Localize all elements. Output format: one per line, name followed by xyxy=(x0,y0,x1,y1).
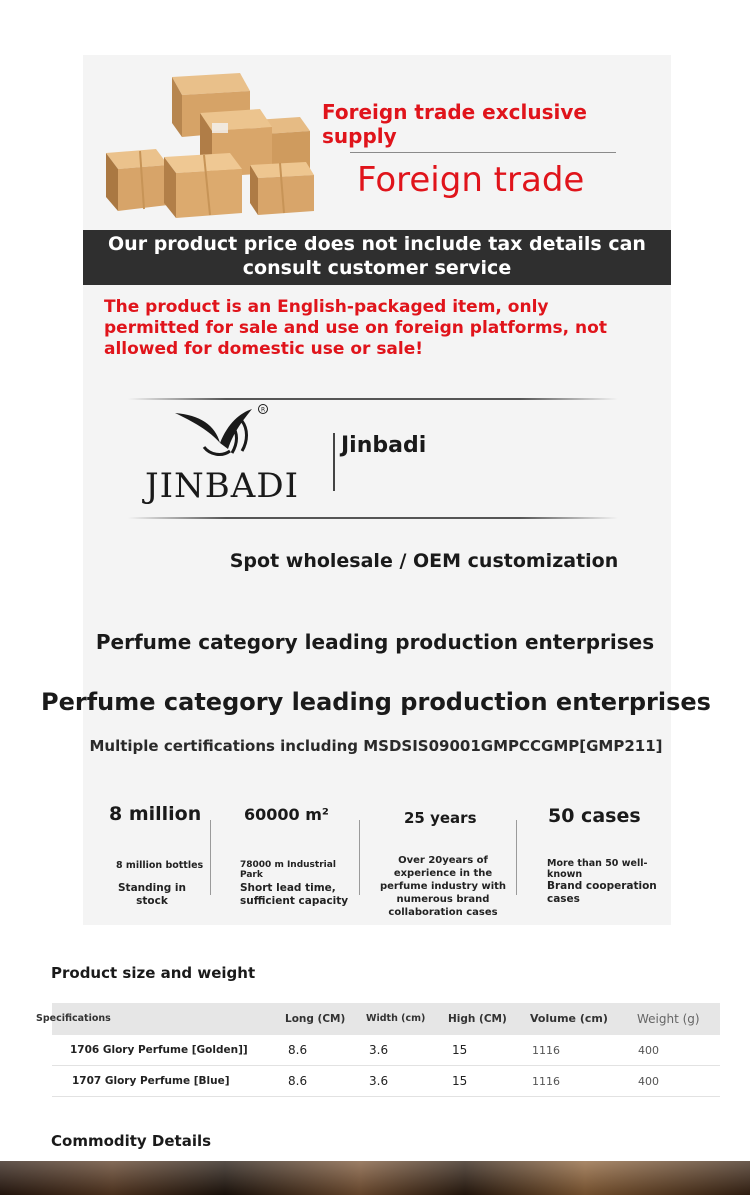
foreign-trade-heading: Foreign trade xyxy=(357,160,585,200)
spot-wholesale-text: Spot wholesale / OEM customization xyxy=(229,550,619,572)
bird-logo-icon xyxy=(170,403,270,461)
stat-desc: Over 20years of experience in the perfume industry with numerous brand collaboration cases xyxy=(379,855,507,918)
cell-high: 15 xyxy=(452,1074,468,1088)
exclusive-supply-heading: Foreign trade exclusive supply xyxy=(322,100,587,148)
stat-industrial-park xyxy=(244,805,364,824)
stat-desc: Brand cooperation cases xyxy=(547,880,657,905)
table-header-row xyxy=(36,1003,720,1035)
brand-name: Jinbadi xyxy=(341,433,427,458)
leading-enterprise-heading-large: Perfume category leading production enterprises xyxy=(41,688,711,716)
cell-spec: 1707 Glory Perfume [Blue] xyxy=(72,1075,230,1087)
brand-vertical-divider xyxy=(333,433,335,491)
stat-divider xyxy=(516,820,517,895)
certifications-text: Multiple certifications including MSDSIS09001GMPCCGMP[GMP211] xyxy=(89,737,663,755)
cell-weight: 400 xyxy=(638,1075,659,1088)
cell-width: 3.6 xyxy=(369,1043,389,1057)
cell-weight: 400 xyxy=(638,1044,659,1057)
col-header-long: Long (CM) xyxy=(285,1013,346,1025)
col-header-specifications: Specifications xyxy=(36,1013,111,1024)
stat-experience xyxy=(404,809,494,827)
size-weight-table xyxy=(36,1003,720,1097)
brand-logo-text: JINBADI xyxy=(145,466,300,506)
stat-sub: 8 million bottles xyxy=(116,860,204,871)
stat-divider xyxy=(359,820,360,895)
table-row xyxy=(52,1035,720,1066)
stat-desc: Standing in stock xyxy=(118,882,186,907)
tax-notice-bar: Our product price does not include tax details can consult customer service xyxy=(83,230,671,285)
table-row xyxy=(52,1066,720,1097)
cell-spec: 1706 Glory Perfume [Golden]] xyxy=(70,1044,248,1056)
commodity-details-title: Commodity Details xyxy=(51,1132,212,1150)
col-header-width: Width (cm) xyxy=(366,1013,426,1024)
stat-value: 60000 m² xyxy=(244,805,329,824)
cardboard-boxes-image xyxy=(100,65,320,220)
stat-stock xyxy=(109,803,209,825)
stat-divider xyxy=(210,820,211,895)
heading-divider xyxy=(350,152,616,153)
stat-value: 50 cases xyxy=(548,805,641,827)
leading-enterprise-heading: Perfume category leading production enterprises xyxy=(95,630,655,654)
svg-text:R: R xyxy=(261,406,266,414)
cell-volume: 1116 xyxy=(532,1044,560,1057)
stat-value: 25 years xyxy=(404,809,477,827)
cell-long: 8.6 xyxy=(288,1043,308,1057)
brand-divider-top xyxy=(128,398,618,400)
cell-width: 3.6 xyxy=(369,1074,389,1088)
stat-sub: More than 50 well-known xyxy=(547,858,648,880)
cell-high: 15 xyxy=(452,1043,468,1057)
product-photo-preview xyxy=(0,1161,750,1195)
size-weight-title: Product size and weight xyxy=(51,964,256,982)
cell-volume: 1116 xyxy=(532,1075,560,1088)
col-header-weight: Weight (g) xyxy=(637,1012,700,1026)
stat-value: 8 million xyxy=(109,803,202,825)
col-header-volume: Volume (cm) xyxy=(530,1012,608,1025)
stat-desc: Short lead time, sufficient capacity xyxy=(240,882,349,907)
stat-sub: 78000 m Industrial Park xyxy=(240,860,336,880)
brand-divider-bottom xyxy=(128,517,618,519)
col-header-high: High (CM) xyxy=(448,1013,507,1025)
domestic-sale-warning: The product is an English-packaged item, only permitted for sale and use on foreign platforms, not allowed for domestic use or sale! xyxy=(104,297,607,359)
stat-brand-cases xyxy=(548,805,658,827)
cell-long: 8.6 xyxy=(288,1074,308,1088)
